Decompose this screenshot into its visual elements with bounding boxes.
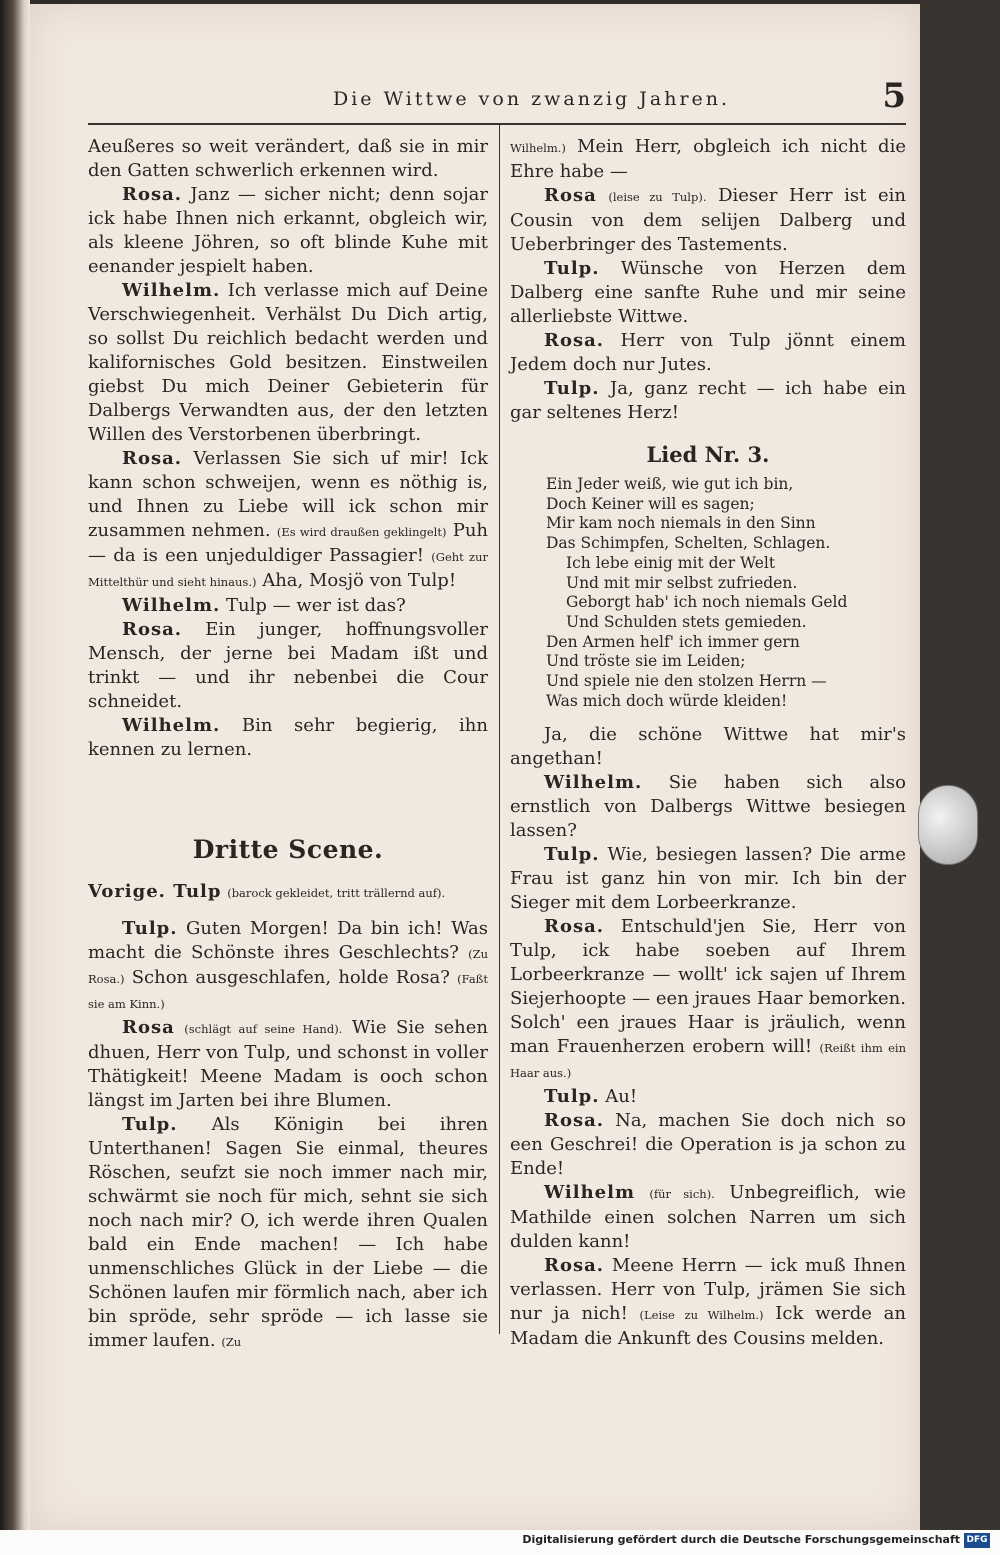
text: Als Königin bei ihren Unterthanen! Sagen Sie einmal, theures Röschen, seufzt sie noch immer nach mir, schwärmt sie noch für mich, sehnt sie sich noch nach mir? O, ich werde ihren Qualen bald ein Ende machen! — Ich habe unmenschliches Glück in der Liebe — die Schönen laufen mir förmlich nach, aber ich bin spröde, sehr spröde — ich lasse sie immer laufen.	[88, 1114, 488, 1351]
paragraph	[510, 1181, 906, 1254]
paragraph	[88, 594, 488, 618]
paragraph	[88, 714, 488, 762]
paragraph	[88, 1113, 488, 1354]
speaker: Rosa	[122, 1017, 175, 1038]
stage-direction: Wilhelm.)	[510, 141, 566, 155]
song-line: Und spiele nie den stolzen Herrn —	[546, 672, 827, 691]
stage-direction: (schlägt auf seine Hand).	[184, 1022, 343, 1036]
speaker: Tulp.	[544, 378, 600, 399]
stage-direction: (Geht zur Mittelthür und sieht hinaus.)	[88, 550, 488, 589]
stage-direction: (Zu	[221, 1335, 242, 1349]
song-line: Das Schimpfen, Schelten, Schlagen.	[546, 534, 831, 553]
song-line: Den Armen helf' ich immer gern	[546, 632, 800, 651]
speaker: Wilhelm	[544, 1182, 635, 1204]
speaker: Tulp.	[544, 258, 600, 279]
text: Bin sehr begierig, ihn kennen zu lernen.	[88, 715, 488, 760]
paragraph	[510, 329, 906, 377]
song-title: Lied Nr. 3.	[646, 442, 770, 467]
song-line: Und Schulden stets gemieden.	[566, 612, 807, 631]
stage-direction: (Zu Rosa.)	[88, 947, 488, 986]
song-line: Und tröste sie im Leiden;	[546, 652, 746, 671]
speaker: Wilhelm.	[122, 715, 221, 736]
text: Ja, ganz recht — ich habe ein gar seltenes Herz!	[510, 378, 906, 423]
paragraph	[88, 917, 488, 1016]
song-line: Ein Jeder weiß, wie gut ich bin,	[546, 475, 794, 493]
paragraph	[510, 1109, 906, 1181]
speaker: Rosa.	[122, 184, 183, 205]
speaker: Wilhelm.	[544, 772, 643, 794]
text: Puh — da is een unjeduldiger Passagier!	[88, 520, 488, 566]
speaker: Tulp.	[544, 844, 600, 866]
song-line: Was mich doch würde kleiden!	[546, 691, 788, 710]
column-divider	[499, 124, 500, 1334]
paragraph	[510, 1254, 906, 1351]
paragraph	[510, 184, 906, 257]
text: Ja, die schöne Wittwe hat mir's angethan!	[510, 724, 906, 770]
paragraph	[510, 257, 906, 329]
header-rule	[88, 123, 906, 125]
paragraph	[88, 135, 488, 183]
text: Au!	[605, 1086, 638, 1108]
speaker: Rosa	[544, 185, 597, 206]
text: Ein junger, hoffnungsvoller Mensch, der jerne bei Madam ißt und trinkt — und ihr nebenbei die Cour schneidet.	[88, 619, 488, 712]
running-title: Die Wittwe von zwanzig Jahren.	[333, 88, 731, 110]
song-line: Doch Keiner will es sagen;	[546, 494, 755, 513]
paragraph	[510, 843, 906, 915]
scene-title: Dritte Scene.	[192, 835, 384, 864]
paragraph	[88, 279, 488, 447]
text: Tulp — wer ist das?	[226, 595, 406, 616]
text: Aeußeres so weit verändert, daß sie in mir den Gatten schwerlich erkennen wird.	[88, 136, 488, 181]
paragraph	[510, 135, 906, 184]
text: Wünsche von Herzen dem Dalberg eine sanfte Ruhe und mir seine allerliebste Wittwe.	[510, 258, 906, 327]
stage-direction: (Reißt ihm ein Haar aus.)	[510, 1041, 906, 1081]
page-header	[88, 76, 908, 120]
speaker: Rosa.	[122, 448, 183, 469]
next-leaf-edge	[920, 0, 1000, 1530]
funding-credit: Digitalisierung gefördert durch die Deutsche Forschungsgemeinschaft	[522, 1533, 960, 1546]
speaker: Rosa.	[544, 1110, 605, 1132]
speaker: Tulp.	[122, 918, 178, 939]
song-line: Ich lebe einig mit der Welt	[566, 553, 776, 572]
paragraph	[88, 447, 488, 594]
text: Schon ausgeschlafen, holde Rosa?	[131, 967, 450, 988]
song-line: Geborgt hab' ich noch niemals Geld	[566, 593, 848, 612]
speaker: Rosa.	[544, 916, 605, 938]
text: Ick werde an Madam die Ankunft des Cousins melden.	[510, 1303, 906, 1350]
text: Na, machen Sie doch nich so een Geschrei! die Operation is ja schon zu Ende!	[510, 1110, 906, 1180]
cast-line	[88, 880, 488, 905]
footer-bar	[0, 1530, 1000, 1555]
paragraph	[88, 1016, 488, 1113]
paragraph	[88, 183, 488, 279]
song-line: Und mit mir selbst zufrieden.	[566, 573, 798, 592]
text: Janz — sicher nicht; denn sojar ick habe Ihnen nich erkannt, obgleich wir, als kleene Jöhren, so oft blinde Kuhe mit eenander jespielt haben.	[88, 184, 488, 277]
stage-direction: (für sich).	[649, 1187, 715, 1202]
speaker: Rosa.	[544, 330, 605, 351]
song-lyrics	[510, 475, 906, 711]
speaker: Tulp.	[544, 1086, 600, 1108]
speaker: Wilhelm.	[122, 595, 221, 616]
text: Herr von Tulp jönnt einem Jedem doch nur Jutes.	[510, 330, 906, 375]
text: Wie Sie sehen dhuen, Herr von Tulp, und schonst in voller Thätigkeit! Meene Madam is ooch schon längst im Jarten bei ihre Blumen.	[88, 1017, 488, 1111]
speaker: Rosa.	[122, 619, 183, 640]
paragraph	[510, 771, 906, 843]
speaker: Wilhelm.	[122, 280, 221, 301]
page-number: 5	[882, 76, 906, 116]
dfg-logo: DFG	[964, 1533, 990, 1548]
paper-clip	[918, 785, 978, 865]
paragraph	[510, 1085, 906, 1109]
text: Mein Herr, obgleich ich nicht die Ehre habe —	[510, 136, 906, 182]
stage-direction: (barock gekleidet, tritt trällernd auf).	[227, 886, 446, 900]
speaker: Rosa.	[544, 1255, 605, 1277]
paragraph	[510, 915, 906, 1085]
right-column	[510, 135, 906, 1351]
speaker: Tulp.	[122, 1114, 178, 1135]
paragraph	[88, 618, 488, 714]
song-line: Mir kam noch niemals in den Sinn	[546, 514, 816, 533]
stage-direction: (Leise zu Wilhelm.)	[639, 1308, 764, 1323]
text: Entschuld'jen Sie, Herr von Tulp, ick habe soeben auf Ihrem Lorbeerkranze — wollt' ick sajen uf Ihrem Siejerhoopte — een jraues Haar bemorken. Solch' een jraues Haar is jräulich, wenn man Frauenherzen erobern will!	[510, 916, 906, 1058]
stage-direction: (Es wird draußen geklingelt)	[276, 525, 447, 539]
text: Unbegreiflich, wie Mathilde einen solchen Narren um sich dulden kann!	[510, 1182, 906, 1253]
book-binding	[0, 0, 30, 1530]
text: Dieser Herr ist ein Cousin von dem selijen Dalberg und Ueberbringer des Tastements.	[510, 185, 906, 255]
text: Aha, Mosjö von Tulp!	[262, 570, 457, 591]
stage-direction: (leise zu Tulp).	[608, 190, 707, 204]
paragraph	[510, 723, 906, 771]
stage-direction: (Faßt sie am Kinn.)	[88, 972, 488, 1011]
text: Ich verlasse mich auf Deine Verschwiegenheit. Verhälst Du Dich artig, so sollst Du reichlich bedacht werden und kalifornisches Gold besitzen. Einstweilen giebst Du mich Deiner Gebieterin für Dalbergs Verwandten aus, der den letzten Willen des Verstorbenen überbringt.	[88, 280, 488, 445]
paragraph	[510, 377, 906, 425]
text: Guten Morgen! Da bin ich! Was macht die Schönste ihres Geschlechts?	[88, 918, 488, 963]
left-column	[88, 135, 488, 1354]
spacer	[88, 905, 488, 917]
text: Verlassen Sie sich uf mir! Ick kann schon schweijen, wenn es nöthig is, und Ihnen zu Liebe will ick schon mir zusammen nehmen.	[88, 448, 488, 541]
text: Wie, besiegen lassen? Die arme Frau ist ganz hin von mir. Ich bin der Sieger mit dem Lorbeerkranze.	[510, 844, 906, 914]
text: Sie haben sich also ernstlich von Dalbergs Wittwe besiegen lassen?	[510, 772, 906, 842]
cast-label: Vorige. Tulp	[88, 881, 222, 902]
text: Meene Herrn — ick muß Ihnen verlassen. Herr von Tulp, jrämen Sie sich nur ja nich!	[510, 1255, 906, 1325]
